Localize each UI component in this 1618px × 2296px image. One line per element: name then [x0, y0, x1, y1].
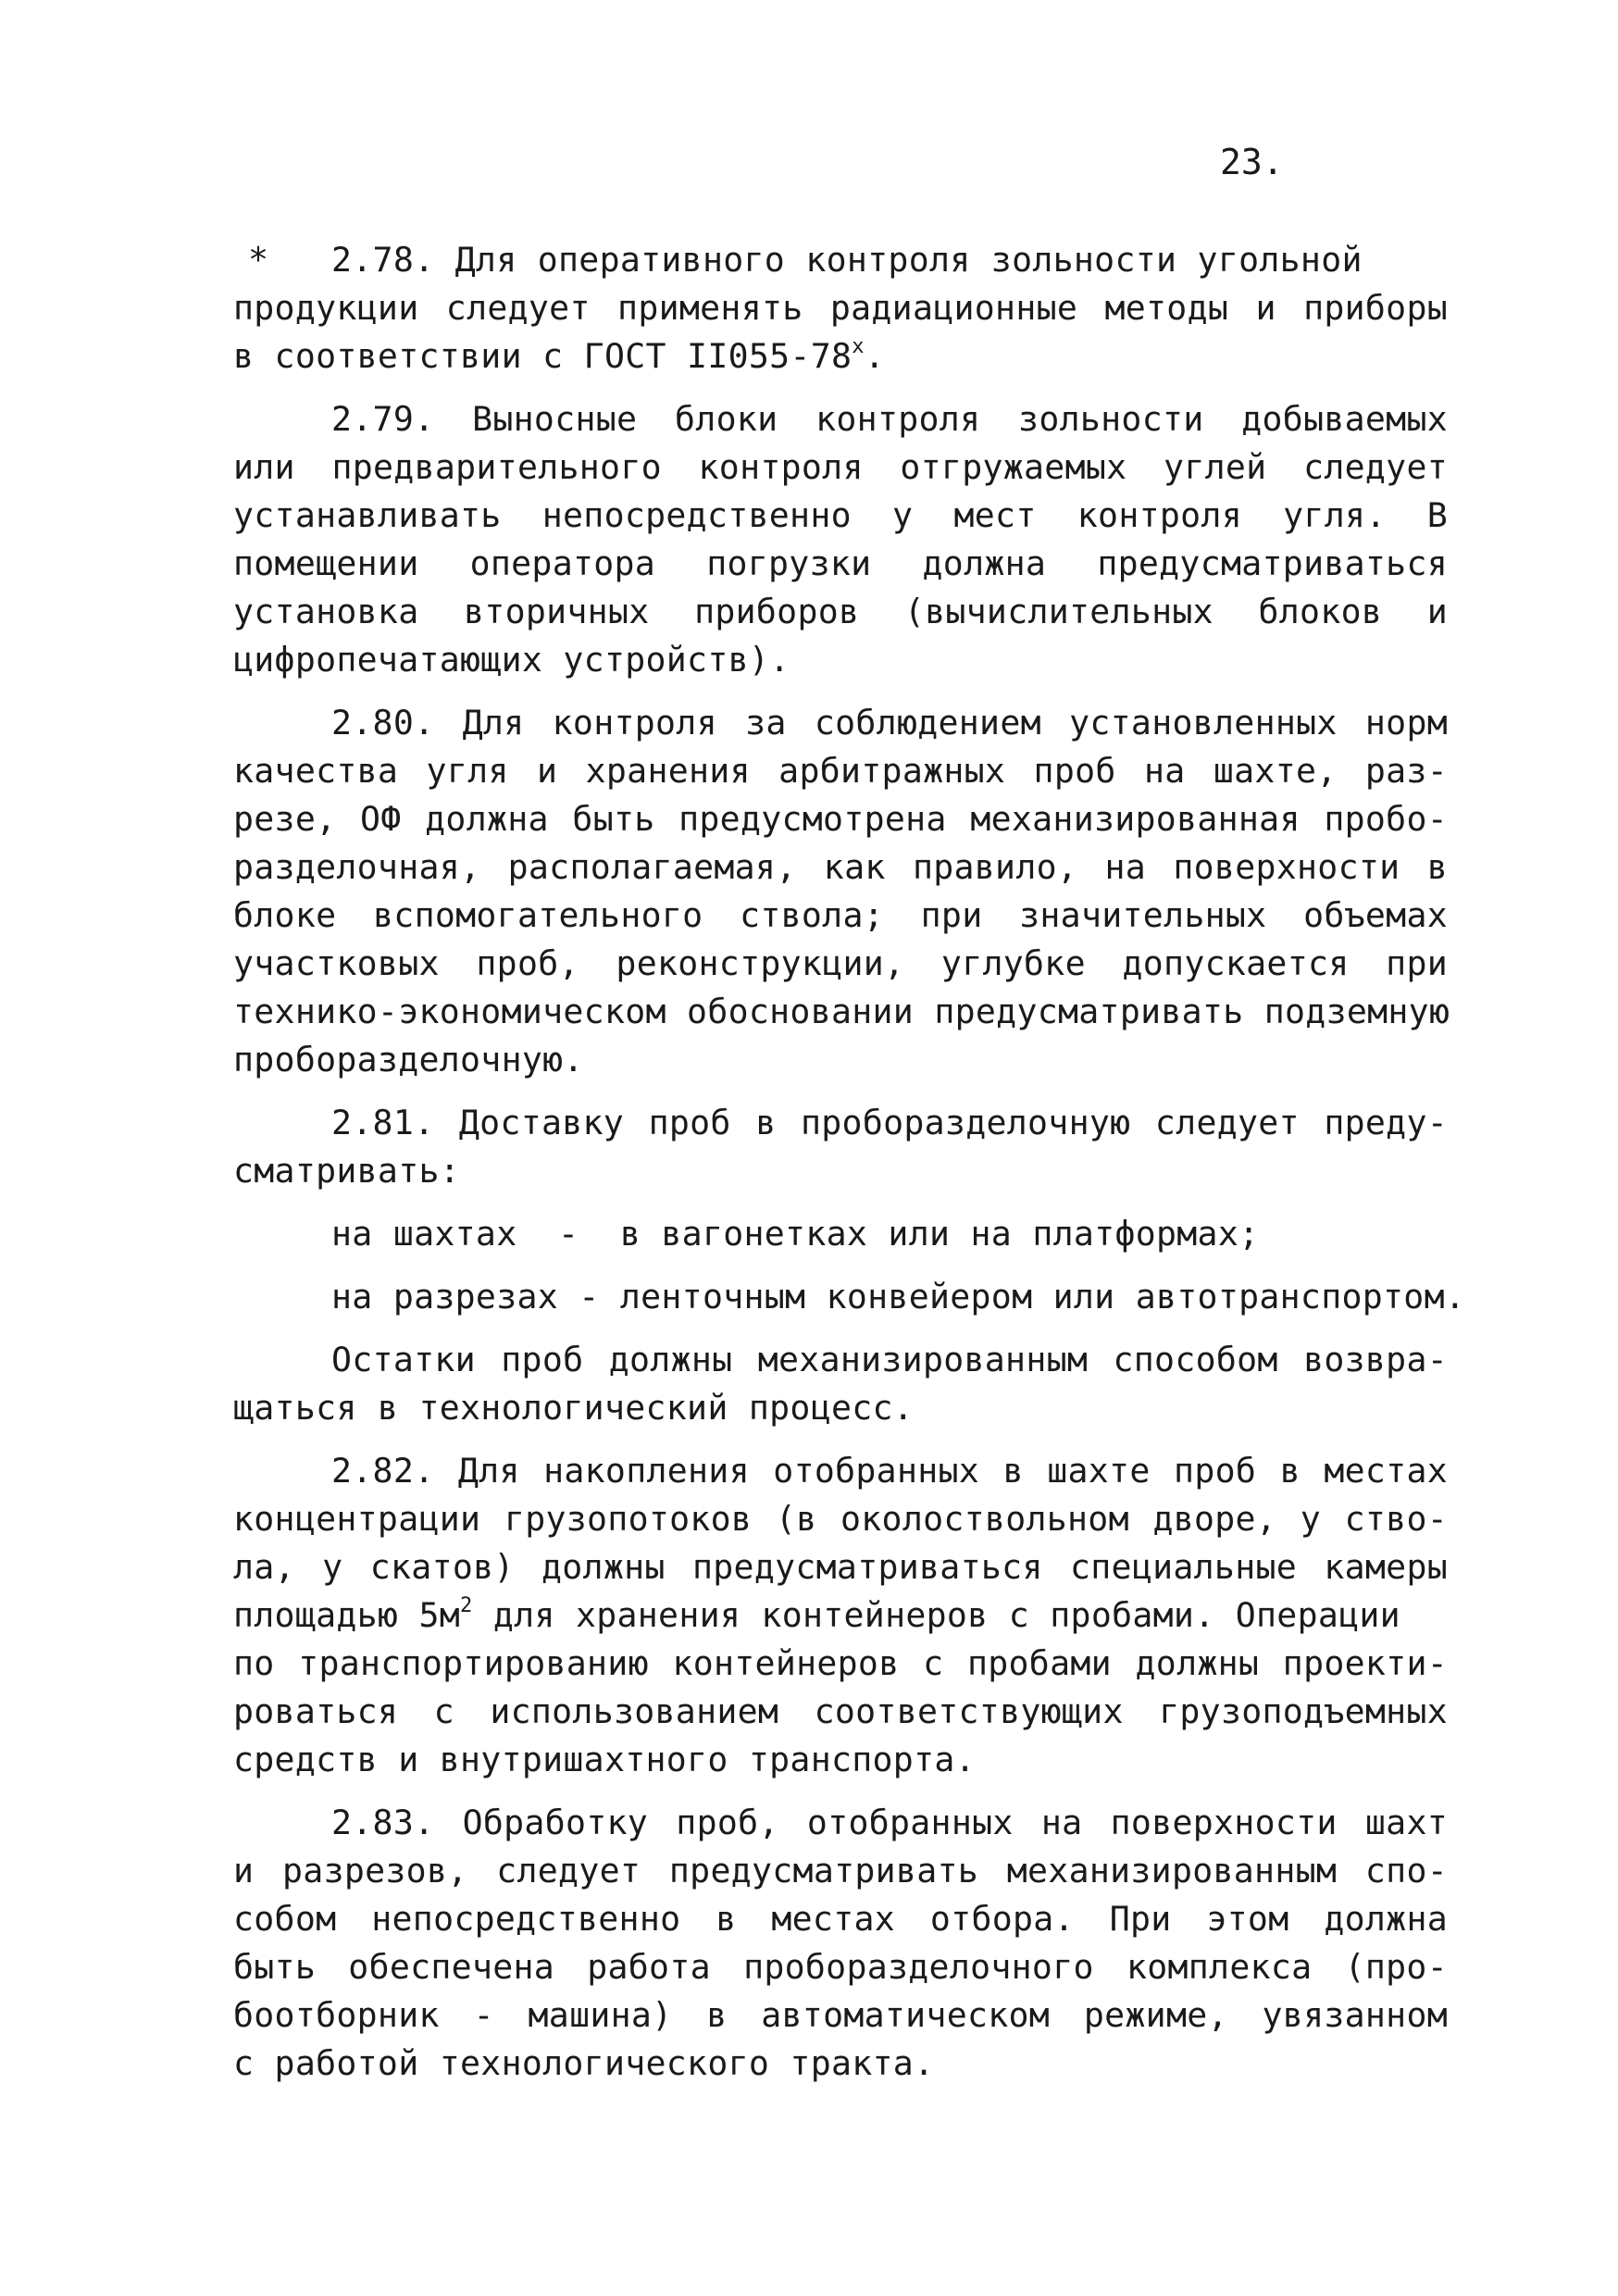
asterisk-mark: * — [248, 240, 269, 280]
text-line: собом непосредственно в местах отбора. При этом должна — [233, 1899, 1448, 1939]
text-line: участковых проб, реконструкции, углубке допускается при — [233, 943, 1448, 983]
text-line: технико-экономическом обосновании предусматривать подземную — [233, 992, 1450, 1031]
text-line: 2.83. Обработку проб, отобранных на поверхности шахт — [331, 1803, 1448, 1842]
text-line: сматривать: — [233, 1151, 461, 1191]
text-line: установка вторичных приборов (вычислительных блоков и — [233, 592, 1448, 631]
text-line: или предварительного контроля отгружаемых углей следует — [233, 447, 1448, 487]
text-line: Остатки проб должны механизированным способом возвра- — [331, 1340, 1448, 1379]
text-line: помещении оператора погрузки должна предусматриваться — [233, 543, 1448, 583]
text-line: резе, ОФ должна быть предусмотрена механизированная пробо- — [233, 799, 1448, 839]
text-line: 2.80. Для контроля за соблюдением установленных норм — [331, 703, 1448, 742]
text-line: продукции следует применять радиационные методы и приборы — [233, 288, 1448, 328]
text-line: качества угля и хранения арбитражных проб на шахте, раз- — [233, 751, 1448, 791]
text-line: роваться с использованием соответствующих грузоподъемных — [233, 1691, 1448, 1731]
text-line: ла, у скатов) должны предусматриваться специальные камеры — [233, 1547, 1448, 1587]
text-line: проборазделочную. — [233, 1040, 584, 1079]
text-line: концентрации грузопотоков (в околоствольном дворе, у ство- — [233, 1499, 1448, 1539]
text-line: быть обеспечена работа проборазделочного комплекса (про- — [233, 1947, 1448, 1987]
text-line: с работой технологического тракта. — [233, 2043, 935, 2083]
text-line: блоке вспомогательного ствола; при значительных объемах — [233, 895, 1448, 935]
text-line: в соответствии с ГОСТ II055-78$^x$. — [233, 335, 886, 376]
text-line: средств и внутришахтного транспорта. — [233, 1740, 976, 1779]
text-line: цифропечатающих устройств). — [233, 640, 790, 680]
text-line: на шахтах - в вагонетках или на платформах; — [331, 1214, 1260, 1254]
text-line: боотборник - машина) в автоматическом режиме, увязанном — [233, 1995, 1448, 2035]
text-line: по транспортированию контейнеров с пробами должны проекти- — [233, 1643, 1448, 1683]
text-line: устанавливать непосредственно у мест контроля угля. В — [233, 495, 1448, 535]
text-line: на разрезах - ленточным конвейером или автотранспортом. — [331, 1277, 1466, 1316]
text-line: разделочная, располагаемая, как правило, на поверхности в — [233, 847, 1448, 887]
text-line: площадью $5м^2$ для хранения контейнеров с пробами. Операции — [233, 1594, 1400, 1635]
superscript: 2 — [460, 1594, 473, 1617]
text-line: 2.79. Выносные блоки контроля зольности добываемых — [331, 399, 1448, 439]
text-line: 2.82. Для накопления отобранных в шахте проб в местах — [331, 1451, 1448, 1491]
text-line: щаться в технологический процесс. — [233, 1388, 915, 1428]
text-line: 2.81. Доставку проб в проборазделочную следует преду- — [331, 1103, 1448, 1142]
text-line: * 2.78. Для оперативного контроля зольности угольной — [248, 236, 1448, 284]
text-line: и разрезов, следует предусматривать механизированным спо- — [233, 1851, 1448, 1890]
superscript: x — [852, 335, 865, 358]
page-number: 23. — [1220, 142, 1284, 182]
